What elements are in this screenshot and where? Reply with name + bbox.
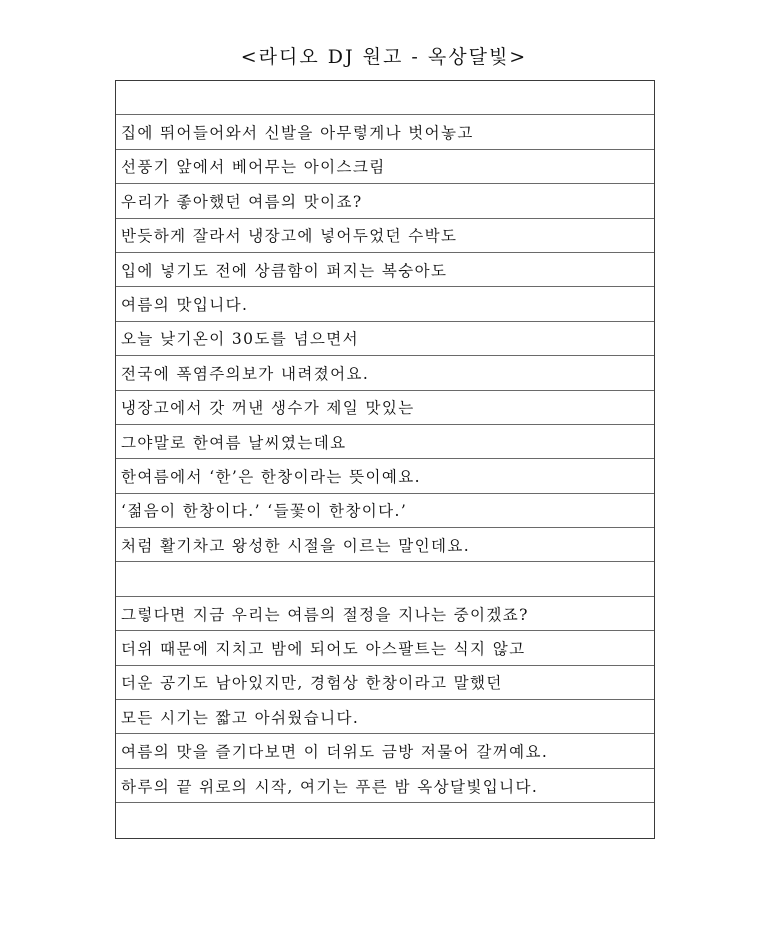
- script-sheet: [115, 80, 655, 839]
- script-line: 전국에 폭염주의보가 내려졌어요.: [116, 356, 654, 390]
- script-line: 우리가 좋아했던 여름의 맛이죠?: [116, 184, 654, 218]
- script-line: 하루의 끝 위로의 시작, 여기는 푸른 밤 옥상달빛입니다.: [116, 769, 654, 803]
- script-line: [116, 81, 654, 115]
- page-title: <라디오 DJ 원고 - 옥상달빛>: [240, 46, 528, 68]
- script-line: 냉장고에서 갓 꺼낸 생수가 제일 맛있는: [116, 391, 654, 425]
- script-line: 더운 공기도 남아있지만, 경험상 한창이라고 말했던: [116, 666, 654, 700]
- script-line: 선풍기 앞에서 베어무는 아이스크림: [116, 150, 654, 184]
- script-line: [116, 562, 654, 596]
- script-line: 여름의 맛을 즐기다보면 이 더위도 금방 저물어 갈꺼예요.: [116, 734, 654, 768]
- script-line: 모든 시기는 짧고 아쉬웠습니다.: [116, 700, 654, 734]
- script-line: 한여름에서 ‘한’은 한창이라는 뜻이예요.: [116, 459, 654, 493]
- script-line: [116, 803, 654, 837]
- script-line: 그야말로 한여름 날씨였는데요: [116, 425, 654, 459]
- script-line: 더위 때문에 지치고 밤에 되어도 아스팔트는 식지 않고: [116, 631, 654, 665]
- script-line: ‘젊음이 한창이다.’ ‘들꽃이 한창이다.’: [116, 494, 654, 528]
- script-line: 집에 뛰어들어와서 신발을 아무렇게나 벗어놓고: [116, 115, 654, 149]
- script-line: 입에 넣기도 전에 상큼함이 퍼지는 복숭아도: [116, 253, 654, 287]
- script-line: 반듯하게 잘라서 냉장고에 넣어두었던 수박도: [116, 219, 654, 253]
- script-line: 오늘 낮기온이 30도를 넘으면서: [116, 322, 654, 356]
- script-line: 여름의 맛입니다.: [116, 287, 654, 321]
- script-line: 처럼 활기차고 왕성한 시절을 이르는 말인데요.: [116, 528, 654, 562]
- script-line: 그렇다면 지금 우리는 여름의 절정을 지나는 중이겠죠?: [116, 597, 654, 631]
